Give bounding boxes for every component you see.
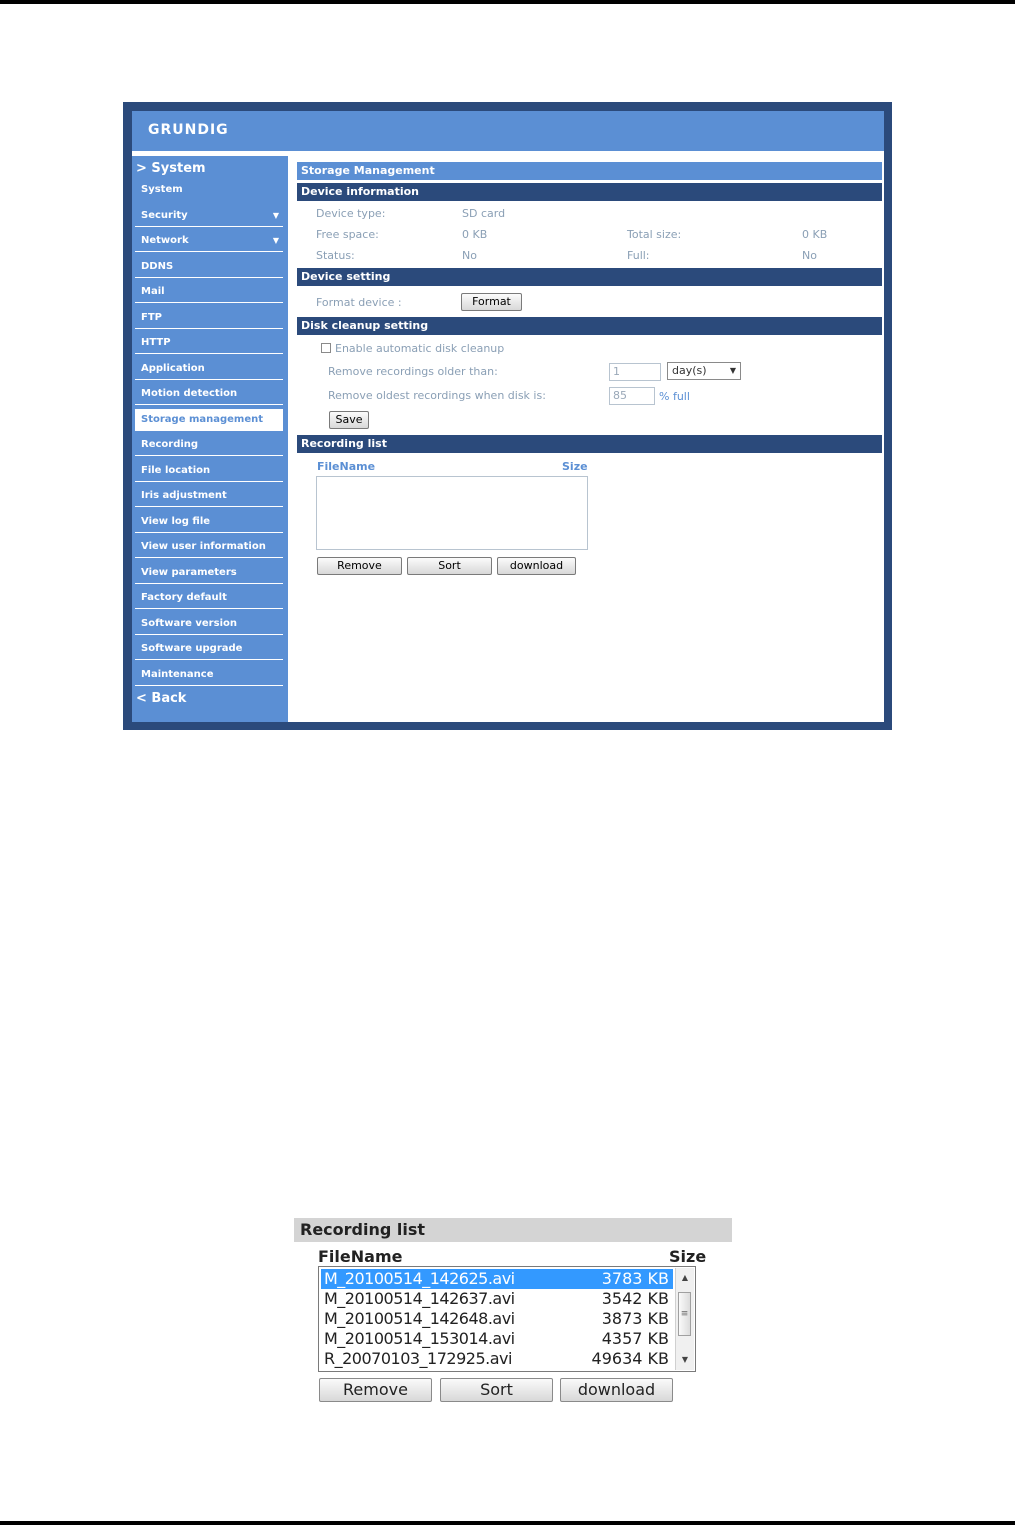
sidebar-item-label: View user information	[141, 541, 266, 552]
zoom-size-column-header: Size	[669, 1247, 707, 1266]
sidebar-item-label: Maintenance	[141, 668, 214, 680]
full-label: Full:	[627, 249, 650, 262]
sidebar-item-label: Recording	[141, 439, 199, 450]
older-than-unit-select[interactable]	[667, 362, 741, 380]
page-bottom-rule	[0, 1521, 1015, 1525]
zoom-remove-button[interactable]: Remove	[319, 1378, 432, 1402]
device-information-header: Device information	[297, 183, 882, 201]
percent-full-label: % full	[659, 390, 690, 403]
listbox-scrollbar[interactable]	[675, 1268, 694, 1370]
older-than-label: Remove recordings older than:	[328, 365, 498, 378]
file-name: M_20100514_142648.avi	[324, 1309, 515, 1328]
zoom-recording-list-header: Recording list	[294, 1218, 732, 1242]
page-title: Storage Management	[297, 162, 882, 180]
file-name: M_20100514_142625.avi	[324, 1269, 515, 1288]
chevron-down-icon[interactable]: ▼	[272, 236, 279, 245]
zoom-recording-listbox[interactable]	[318, 1266, 696, 1372]
sidebar-item-http[interactable]	[135, 332, 283, 354]
sidebar-item-recording[interactable]	[135, 434, 283, 456]
file-name: R_20070103_172925.avi	[324, 1349, 512, 1368]
sidebar-item-application[interactable]	[135, 358, 283, 380]
sidebar-item-label: System	[141, 184, 183, 195]
sidebar-item-network[interactable]	[135, 230, 283, 252]
device-setting-header: Device setting	[297, 268, 882, 286]
sidebar-item-label: Application	[141, 362, 205, 374]
sidebar-item-label: Software version	[141, 617, 237, 629]
sidebar-item-label: File location	[141, 464, 211, 476]
sidebar-item-security[interactable]	[135, 205, 283, 227]
sidebar-heading[interactable]: > System	[136, 161, 206, 176]
remove-button[interactable]: Remove	[317, 557, 402, 575]
sidebar-item-label: HTTP	[141, 337, 171, 348]
sidebar-item-label: Iris adjustment	[141, 490, 227, 501]
format-device-label: Format device :	[316, 296, 402, 309]
sidebar-item-label: Motion detection	[141, 388, 238, 399]
sidebar-item-label: View parameters	[141, 566, 237, 578]
oldest-recordings-label: Remove oldest recordings when disk is:	[328, 389, 546, 402]
save-button[interactable]: Save	[329, 411, 369, 429]
file-size: 3783 KB	[601, 1269, 669, 1288]
sidebar-item-label: Software upgrade	[141, 643, 243, 654]
status-value: No	[462, 249, 477, 262]
zoom-download-button[interactable]: download	[560, 1378, 673, 1402]
recording-list-zoom	[294, 1218, 734, 1408]
scroll-down-icon[interactable]: ▼	[681, 1355, 689, 1364]
sidebar-item-software-upgrade[interactable]	[135, 638, 283, 660]
sidebar-item-label: Security	[141, 209, 188, 221]
sidebar-item-view-parameters[interactable]	[135, 562, 283, 584]
older-than-unit-value: day(s)	[672, 364, 707, 377]
status-label: Status:	[316, 249, 355, 262]
format-button[interactable]: Format	[461, 293, 522, 311]
sidebar-item-ftp[interactable]	[135, 307, 283, 329]
sidebar-item-label: Storage management	[141, 413, 264, 425]
file-name: M_20100514_142637.avi	[324, 1289, 515, 1308]
sidebar-item-label: FTP	[141, 311, 162, 323]
sidebar-item-iris-adjustment[interactable]	[135, 485, 283, 507]
list-item[interactable]	[321, 1309, 673, 1329]
total-size-value: 0 KB	[802, 228, 828, 241]
zoom-sort-button[interactable]: Sort	[440, 1378, 553, 1402]
sidebar-item-maintenance[interactable]	[135, 664, 283, 686]
sidebar-item-label: DDNS	[141, 260, 174, 272]
file-name: M_20100514_153014.avi	[324, 1329, 515, 1348]
recording-listbox[interactable]	[316, 476, 588, 550]
size-column-header: Size	[562, 460, 588, 473]
scroll-up-icon[interactable]: ▲	[681, 1273, 689, 1282]
sort-button[interactable]: Sort	[407, 557, 492, 575]
grundig-logo: GRUNDIG	[148, 122, 229, 138]
sidebar-item-motion-detection[interactable]	[135, 383, 283, 405]
file-size: 49634 KB	[591, 1349, 669, 1368]
free-space-value: 0 KB	[462, 228, 488, 241]
sidebar-item-ddns[interactable]	[135, 256, 283, 278]
file-size: 4357 KB	[601, 1329, 669, 1348]
sidebar-item-storage-management[interactable]	[135, 409, 283, 431]
recording-list-header: Recording list	[297, 435, 882, 453]
sidebar-item-view-user-information[interactable]	[135, 536, 283, 558]
device-type-value: SD card	[462, 207, 506, 220]
sidebar-item-label: Network	[141, 235, 189, 246]
filename-column-header: FileName	[317, 460, 376, 473]
chevron-down-icon: ▼	[729, 366, 736, 375]
enable-cleanup-checkbox[interactable]	[321, 343, 331, 353]
sidebar-item-label: View log file	[141, 515, 211, 527]
enable-cleanup-label: Enable automatic disk cleanup	[335, 342, 505, 355]
download-button[interactable]: download	[497, 557, 576, 575]
sidebar-item-view-log-file[interactable]	[135, 511, 283, 533]
zoom-filename-column-header: FileName	[318, 1247, 403, 1266]
sidebar-item-factory-default[interactable]	[135, 587, 283, 609]
disk-cleanup-header: Disk cleanup setting	[297, 317, 882, 335]
sidebar	[132, 156, 288, 722]
sidebar-item-system[interactable]	[135, 179, 283, 201]
file-size: 3542 KB	[601, 1289, 669, 1308]
sidebar-item-software-version[interactable]	[135, 613, 283, 635]
camera-web-ui	[132, 111, 884, 722]
back-link[interactable]: < Back	[136, 691, 187, 706]
full-value: No	[802, 249, 817, 262]
list-item[interactable]	[321, 1269, 673, 1289]
app-header	[132, 111, 884, 151]
list-item[interactable]	[321, 1289, 673, 1309]
disk-full-percent-input[interactable]: 85	[609, 387, 655, 405]
sidebar-item-label: Mail	[141, 286, 165, 297]
total-size-label: Total size:	[627, 228, 682, 241]
list-item[interactable]	[321, 1349, 673, 1369]
sidebar-item-mail[interactable]	[135, 281, 283, 303]
list-item[interactable]	[321, 1329, 673, 1349]
older-than-input[interactable]: 1	[609, 363, 661, 381]
page-top-rule	[0, 0, 1015, 4]
sidebar-item-file-location[interactable]	[135, 460, 283, 482]
free-space-label: Free space:	[316, 228, 379, 241]
file-size: 3873 KB	[601, 1309, 669, 1328]
chevron-down-icon[interactable]: ▼	[272, 210, 279, 220]
sidebar-item-label: Factory default	[141, 592, 227, 603]
scrollbar-thumb[interactable]: ≡	[678, 1292, 691, 1336]
device-type-label: Device type:	[316, 207, 386, 220]
camera-web-ui-frame	[123, 102, 892, 730]
